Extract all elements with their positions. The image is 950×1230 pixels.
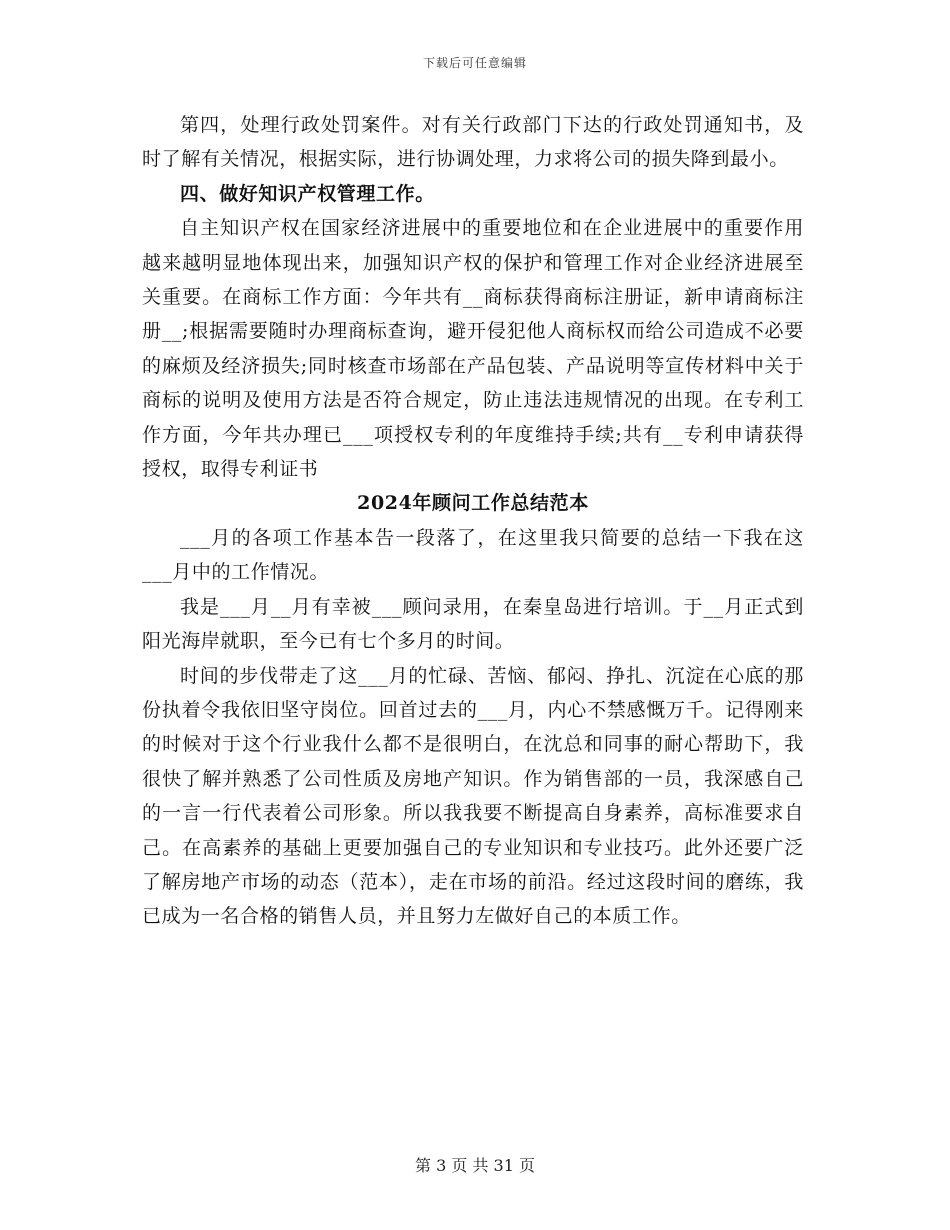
paragraph-penalty: 第四，处理行政处罚案件。对有关行政部门下达的行政处罚通知书，及时了解有关情况，根据实际，进行协调处理，力求将公司的损失降到最小。 <box>142 114 804 171</box>
header-note: 下载后可任意编辑 <box>422 56 527 70</box>
paragraph-hired: 我是___月__月有幸被___顾问录用，在秦皇岛进行培训。于__月正式到阳光海岸就职，至今已有七个多月的时间。 <box>142 595 804 653</box>
paragraph-intro: ___月的各项工作基本告一段落了，在这里我只简要的总结一下我在这___月中的工作情况。 <box>142 526 804 584</box>
page-number: 第 3 页 共 31 页 <box>415 1156 535 1175</box>
paragraph-ip: 自主知识产权在国家经济进展中的重要地位和在企业进展中的重要作用越来越明显地体现出来，加强知识产权的保护和管理工作对企业经济进展至关重要。在商标工作方面：今年共有__商标获得商标注册证，新申请商标注册__;根据需要随时办理商标查询，避开侵犯他人商标权而给公司造成不必要的麻烦及经济损失;同时核查市场部在产品包装、产品说明等宣传材料中关于商标的说明及使用方法是否符合规定，防止违法违规情况的出现。在专利工作方面，今年共办理已___项授权专利的年度维持手续;共有__专利申请获得授权，取得专利证书 <box>142 217 804 481</box>
paragraph-reflection: 时间的步伐带走了这___月的忙碌、苦恼、郁闷、挣扎、沉淀在心底的那份执着令我依旧坚守岗位。回首过去的___月，内心不禁感慨万千。记得刚来的时候对于这个行业我什么都不是很明白，在沈总和同事的耐心帮助下，我很快了解并熟悉了公司性质及房地产知识。作为销售部的一员，我深感自己的一言一行代表着公司形象。所以我我要不断提高自身素养，高标准要求自己。在高素养的基础上更要加强自己的专业知识和专业技巧。此外还要广泛了解房地产市场的动态（范本），走在市场的前沿。经过这段时间的磨练，我已成为一名合格的销售人员，并且努力左做好自己的本质工作。 <box>142 664 804 928</box>
document-title: 2024年顾问工作总结范本 <box>357 492 589 515</box>
section-heading-ip: 四、做好知识产权管理工作。 <box>180 182 435 205</box>
document-body <box>142 108 804 934</box>
